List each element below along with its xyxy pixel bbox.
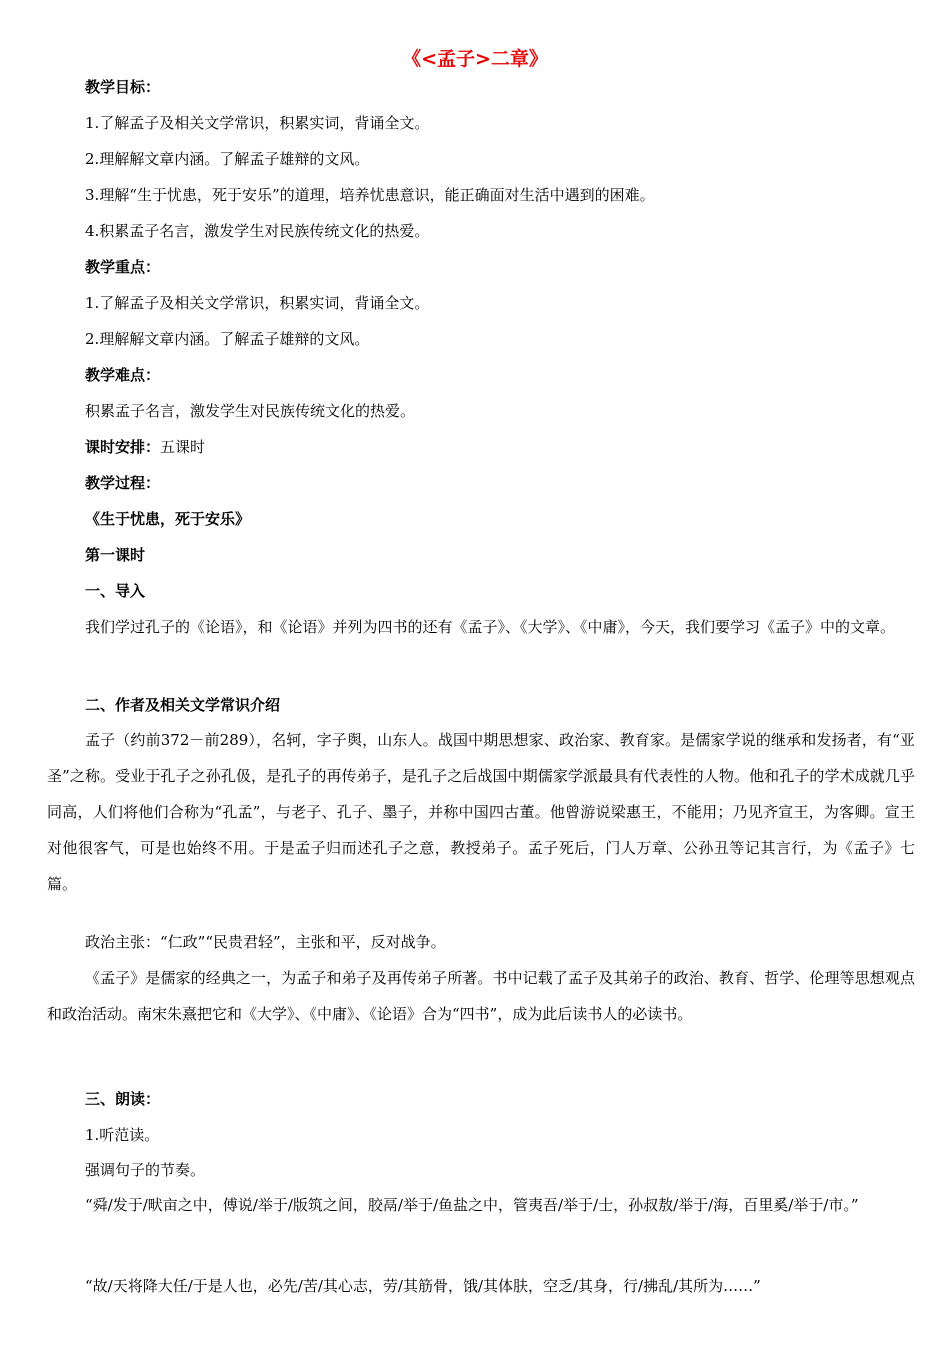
hours-value: 五课时 [160, 438, 206, 456]
goals-heading: 教学目标： [85, 78, 161, 96]
politics-paragraph: 政治主张：“仁政”“民贵君轻”，主张和平，反对战争。 [85, 933, 446, 951]
difficulty-text: 积累孟子名言，激发学生对民族传统文化的热爱。 [85, 402, 416, 420]
author-paragraph: 孟子（约前372－前289），名轲，字子舆，山东人。战国中期思想家、政治家、教育家。是儒家学说的继承和发扬者，有“亚圣”之称。受业于孔子之孙孔伋，是孔子的再传弟子，是孔子之后战国中期儒家学派最具有代表性的人物。他和孔子的学术成就几乎同高，人们将他们合称为“孔孟”，与老子、孔子、墨子，并称中国四古董。他曾游说梁惠王，不能用；乃见齐宣王，为客卿。宣王对他很客气，可是也始终不用。于是孟子归而述孔子之意，教授弟子。孟子死后，门人万章、公孙丑等记其言行，为《孟子》七篇。 [47, 731, 915, 893]
section-3-heading: 三、朗读： [85, 1090, 161, 1108]
goal-item: 1.了解孟子及相关文学常识，积累实词，背诵全文。 [85, 114, 430, 132]
reading-step: 1.听范读。 [85, 1126, 160, 1144]
goal-item: 2.理解解文章内涵。了解孟子雄辩的文风。 [85, 150, 370, 168]
section-1-paragraph: 我们学过孔子的《论语》，和《论语》并列为四书的还有《孟子》、《大学》、《中庸》，今天，我们要学习《孟子》中的文章。 [85, 618, 896, 636]
difficulty-heading: 教学难点： [85, 366, 161, 384]
process-heading: 教学过程： [85, 474, 161, 492]
rhythm-quote: “故/天将降大任/于是人也，必先/苦/其心志，劳/其筋骨，饿/其体肤，空乏/其身，行/拂乱/其所为……” [85, 1277, 761, 1295]
goal-item: 3.理解“生于忧患，死于安乐”的道理，培养忧患意识，能正确面对生活中遇到的困难。 [85, 186, 655, 204]
document-title: 《<孟子>二章》 [402, 48, 548, 70]
period-heading: 第一课时 [85, 546, 146, 564]
book-paragraph: 《孟子》是儒家的经典之一，为孟子和弟子及再传弟子所著。书中记载了孟子及其弟子的政治、教育、哲学、伦理等思想观点和政治活动。南宋朱熹把它和《大学》、《中庸》、《论语》合为“四书”，成为此后读书人的必读书。 [47, 969, 915, 1023]
reading-note: 强调句子的节奏。 [85, 1161, 206, 1179]
hours-line [85, 437, 205, 457]
goal-item: 4.积累孟子名言，激发学生对民族传统文化的热爱。 [85, 222, 430, 240]
lesson-title: 《生于忧患，死于安乐》 [85, 510, 251, 528]
section-2-heading: 二、作者及相关文学常识介绍 [85, 696, 281, 714]
hours-label: 课时安排： [85, 438, 161, 456]
focus-item: 2.理解解文章内涵。了解孟子雄辩的文风。 [85, 330, 370, 348]
section-1-heading: 一、导入 [85, 582, 146, 600]
focus-heading: 教学重点： [85, 258, 161, 276]
focus-item: 1.了解孟子及相关文学常识，积累实词，背诵全文。 [85, 294, 430, 312]
rhythm-quote: “舜/发于/畎亩之中，傅说/举于/版筑之间，胶鬲/举于/鱼盐之中，管夷吾/举于/士，孙叔敖/举于/海，百里奚/举于/市。” [85, 1196, 859, 1214]
